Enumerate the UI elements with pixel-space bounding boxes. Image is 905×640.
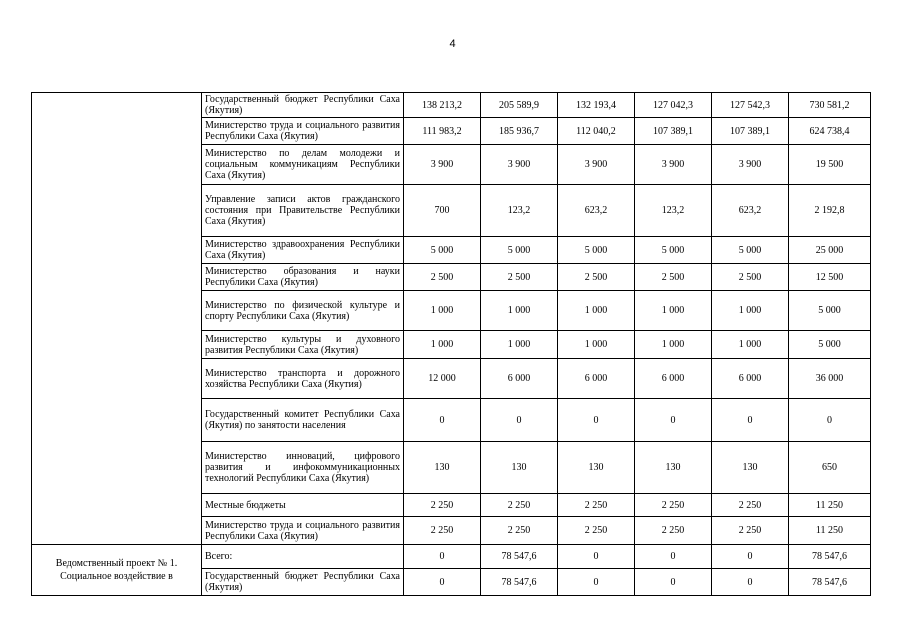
total-cell: 19 500: [789, 145, 871, 185]
funding-source-cell: Министерство труда и социального развития Республики Саха (Якутия): [202, 517, 404, 545]
funding-source-cell: Министерство труда и социального развития Республики Саха (Якутия): [202, 118, 404, 145]
value-cell: 0: [404, 545, 481, 569]
value-cell: 0: [635, 545, 712, 569]
value-cell: 123,2: [481, 185, 558, 237]
funding-source-cell: Управление записи актов гражданского состояния при Правительстве Республики Саха (Якутия): [202, 185, 404, 237]
value-cell: 138 213,2: [404, 93, 481, 118]
value-cell: 2 500: [481, 264, 558, 291]
funding-source-cell: Министерство по делам молодежи и социальным коммуникациям Республики Саха (Якутия): [202, 145, 404, 185]
value-cell: 1 000: [558, 331, 635, 359]
funding-source-cell: Министерство инноваций, цифрового развития и инфокоммуникационных технологий Республики Саха (Якутия): [202, 442, 404, 494]
total-cell: 0: [789, 399, 871, 442]
value-cell: 130: [404, 442, 481, 494]
budget-table-body: [32, 93, 871, 596]
total-cell: 78 547,6: [789, 545, 871, 569]
value-cell: 2 250: [558, 517, 635, 545]
total-cell: 650: [789, 442, 871, 494]
total-cell: 2 192,8: [789, 185, 871, 237]
value-cell: 112 040,2: [558, 118, 635, 145]
value-cell: 12 000: [404, 359, 481, 399]
total-cell: 25 000: [789, 237, 871, 264]
value-cell: 1 000: [635, 291, 712, 331]
table-row: [32, 545, 871, 569]
value-cell: 3 900: [635, 145, 712, 185]
value-cell: 6 000: [635, 359, 712, 399]
funding-source-cell: Министерство по физической культуре и спорту Республики Саха (Якутия): [202, 291, 404, 331]
value-cell: 127 042,3: [635, 93, 712, 118]
value-cell: 0: [712, 569, 789, 596]
value-cell: 1 000: [404, 291, 481, 331]
value-cell: 2 250: [558, 494, 635, 517]
value-cell: 127 542,3: [712, 93, 789, 118]
value-cell: 700: [404, 185, 481, 237]
value-cell: 2 500: [712, 264, 789, 291]
value-cell: 2 250: [404, 517, 481, 545]
funding-source-cell: Министерство образования и науки Республики Саха (Якутия): [202, 264, 404, 291]
value-cell: 111 983,2: [404, 118, 481, 145]
value-cell: 107 389,1: [712, 118, 789, 145]
value-cell: 130: [481, 442, 558, 494]
value-cell: 5 000: [481, 237, 558, 264]
value-cell: 6 000: [481, 359, 558, 399]
value-cell: 0: [712, 399, 789, 442]
funding-source-cell: Министерство культуры и духовного развития Республики Саха (Якутия): [202, 331, 404, 359]
value-cell: 2 500: [635, 264, 712, 291]
value-cell: 3 900: [712, 145, 789, 185]
funding-source-cell: Всего:: [202, 545, 404, 569]
budget-table: [31, 92, 871, 596]
value-cell: 623,2: [558, 185, 635, 237]
value-cell: 0: [635, 569, 712, 596]
total-cell: 730 581,2: [789, 93, 871, 118]
value-cell: 5 000: [635, 237, 712, 264]
value-cell: 2 500: [404, 264, 481, 291]
funding-source-cell: Государственный комитет Республики Саха (Якутия) по занятости населения: [202, 399, 404, 442]
funding-source-cell: Министерство транспорта и дорожного хозяйства Республики Саха (Якутия): [202, 359, 404, 399]
value-cell: 130: [635, 442, 712, 494]
value-cell: 2 250: [404, 494, 481, 517]
funding-source-cell: Государственный бюджет Республики Саха (Якутия): [202, 569, 404, 596]
value-cell: 0: [404, 569, 481, 596]
section-cell-project: Ведомственный проект № 1. Социальное воздействие в: [32, 545, 202, 596]
value-cell: 3 900: [404, 145, 481, 185]
value-cell: 130: [558, 442, 635, 494]
funding-source-cell: Министерство здравоохранения Республики Саха (Якутия): [202, 237, 404, 264]
table-row: [32, 93, 871, 118]
value-cell: 3 900: [481, 145, 558, 185]
total-cell: 11 250: [789, 494, 871, 517]
total-cell: 11 250: [789, 517, 871, 545]
total-cell: 12 500: [789, 264, 871, 291]
value-cell: 0: [635, 399, 712, 442]
page-number: 4: [449, 38, 456, 50]
total-cell: 624 738,4: [789, 118, 871, 145]
total-cell: 5 000: [789, 331, 871, 359]
total-cell: 78 547,6: [789, 569, 871, 596]
value-cell: 1 000: [481, 291, 558, 331]
value-cell: 1 000: [712, 331, 789, 359]
value-cell: 0: [404, 399, 481, 442]
value-cell: 1 000: [404, 331, 481, 359]
value-cell: 123,2: [635, 185, 712, 237]
value-cell: 130: [712, 442, 789, 494]
total-cell: 5 000: [789, 291, 871, 331]
value-cell: 0: [481, 399, 558, 442]
funding-source-cell: Местные бюджеты: [202, 494, 404, 517]
value-cell: 2 250: [635, 494, 712, 517]
value-cell: 0: [558, 569, 635, 596]
value-cell: 0: [558, 399, 635, 442]
value-cell: 1 000: [558, 291, 635, 331]
section-cell: [32, 93, 202, 545]
value-cell: 0: [712, 545, 789, 569]
value-cell: 2 250: [712, 517, 789, 545]
value-cell: 3 900: [558, 145, 635, 185]
value-cell: 6 000: [712, 359, 789, 399]
value-cell: 6 000: [558, 359, 635, 399]
funding-source-cell: Государственный бюджет Республики Саха (Якутия): [202, 93, 404, 118]
value-cell: 5 000: [558, 237, 635, 264]
value-cell: 2 250: [635, 517, 712, 545]
value-cell: 2 250: [481, 494, 558, 517]
value-cell: 107 389,1: [635, 118, 712, 145]
value-cell: 0: [558, 545, 635, 569]
value-cell: 1 000: [712, 291, 789, 331]
value-cell: 5 000: [712, 237, 789, 264]
value-cell: 623,2: [712, 185, 789, 237]
value-cell: 78 547,6: [481, 545, 558, 569]
value-cell: 205 589,9: [481, 93, 558, 118]
value-cell: 2 250: [712, 494, 789, 517]
value-cell: 2 500: [558, 264, 635, 291]
value-cell: 132 193,4: [558, 93, 635, 118]
value-cell: 1 000: [635, 331, 712, 359]
total-cell: 36 000: [789, 359, 871, 399]
value-cell: 5 000: [404, 237, 481, 264]
value-cell: 2 250: [481, 517, 558, 545]
value-cell: 185 936,7: [481, 118, 558, 145]
value-cell: 78 547,6: [481, 569, 558, 596]
value-cell: 1 000: [481, 331, 558, 359]
